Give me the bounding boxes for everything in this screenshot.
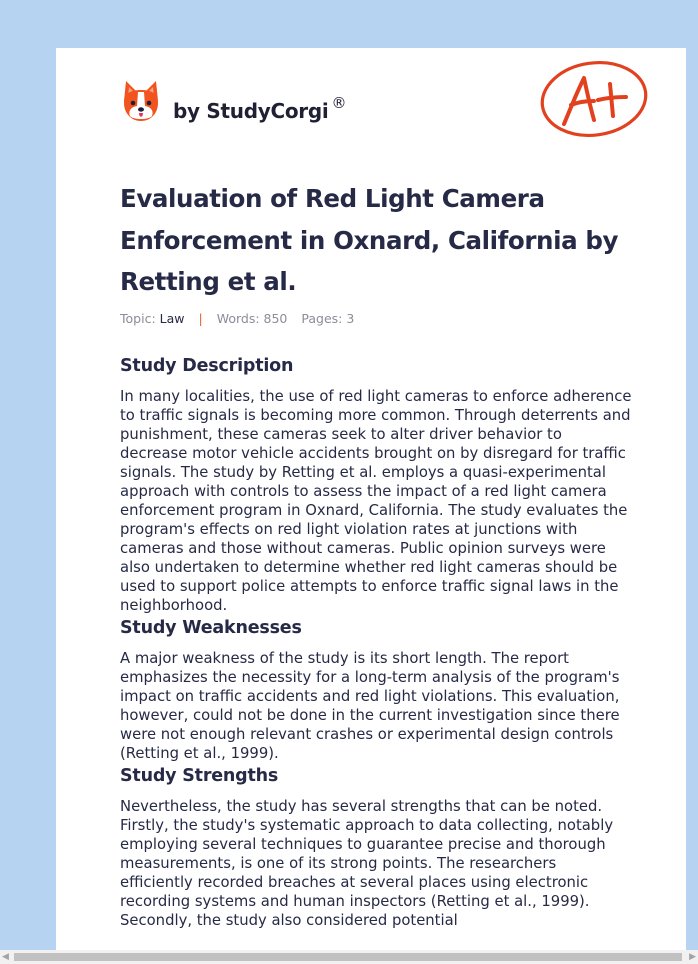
pages-label: Pages:	[301, 311, 343, 326]
document-meta	[120, 311, 354, 326]
document-body	[120, 353, 632, 930]
registered-mark: ®	[331, 93, 347, 112]
topic-label: Topic:	[120, 311, 156, 326]
words-count: 850	[263, 311, 288, 326]
pages-count: 3	[346, 311, 355, 326]
studycorgi-logo[interactable]	[121, 76, 346, 126]
section-paragraph: A major weakness of the study is its short length. The report emphasizes the necessity for a long-term analysis of the program's impact on traffic accidents and red light violations. This evaluation, however, could not be done in the current investigation since there were not enough relevant crashes or experimental design controls (Retting et al., 1999).	[120, 650, 620, 762]
scrollbar-thumb[interactable]	[14, 953, 682, 961]
corgi-icon	[121, 79, 161, 123]
words-label: Words:	[216, 311, 260, 326]
scroll-right-arrow-icon[interactable]: ▶	[689, 952, 696, 962]
section-paragraph: In many localities, the use of red light cameras to enforce adherence to traffic signals is becoming more common. Through deterrents and punishment, these cameras seek to alter driver behavior to decrease motor vehicle accidents brought on by disregard for traffic signals. The study by Retting et al. employs a quasi-experimental approach with controls to assess the impact of a red light camera enforcement program in Oxnard, California. The study evaluates the program's effects on red light violation rates at junctions with cameras and those without cameras. Public opinion surveys were also undertaken to determine whether red light cameras should be used to support police attempts to enforce traffic signal laws in the neighborhood.	[120, 388, 632, 614]
section-heading: Study Strengths	[120, 766, 279, 786]
section-paragraph: Nevertheless, the study has several strengths that can be noted. Firstly, the study's systematic approach to data collecting, notably employing several techniques to guarantee precise and thorough measurements, is one of its strong points. The researchers efficiently recorded breaches at several places using electronic recording systems and human inspectors (Retting et al., 1999). Secondly, the study also considered potential	[120, 798, 614, 929]
section-study-description	[120, 353, 632, 615]
document-page	[56, 48, 686, 950]
section-heading: Study Description	[120, 356, 294, 376]
a-plus-grade-icon	[538, 58, 650, 142]
grade-badge	[538, 58, 650, 146]
section-heading: Study Weaknesses	[120, 618, 302, 638]
horizontal-scrollbar[interactable]	[0, 950, 698, 964]
topic-link[interactable]: Law	[159, 311, 185, 326]
brand-text: by StudyCorgi	[173, 98, 329, 123]
meta-separator: |	[198, 311, 203, 326]
document-title: Evaluation of Red Light Camera Enforcement in Oxnard, California by Retting et al.	[120, 184, 619, 296]
section-study-weaknesses	[120, 615, 632, 763]
brand-name	[173, 94, 346, 123]
scroll-left-arrow-icon[interactable]: ◀	[2, 952, 9, 962]
section-study-strengths	[120, 763, 632, 930]
